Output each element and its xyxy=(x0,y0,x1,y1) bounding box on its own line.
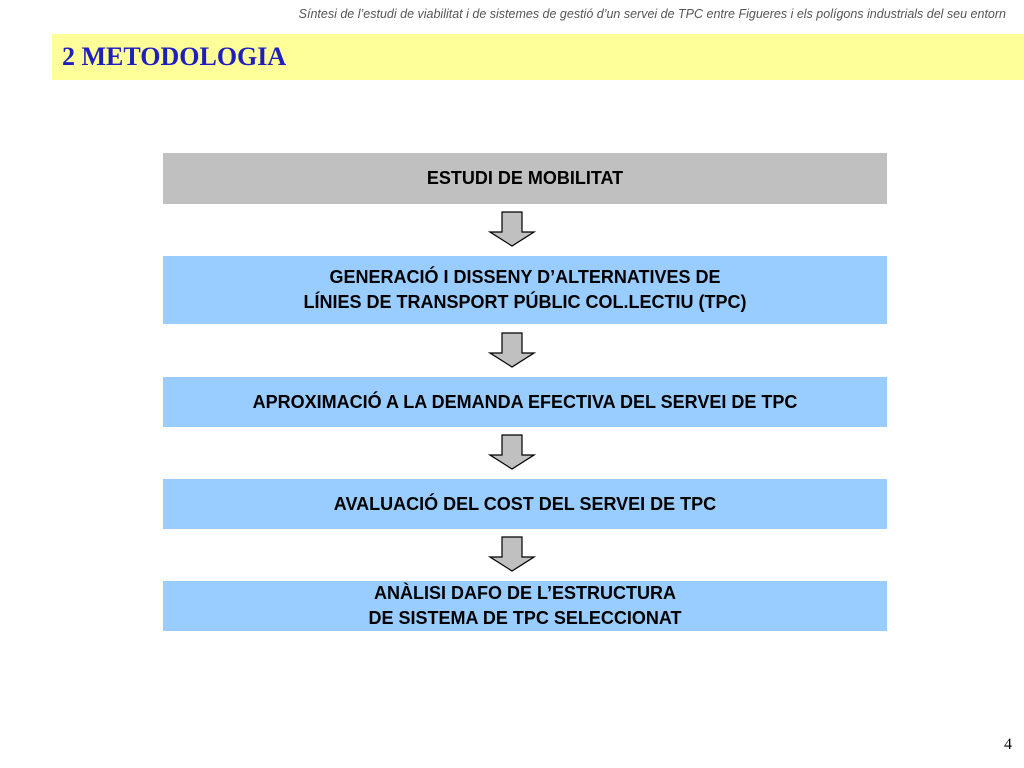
page-title: 2 METODOLOGIA xyxy=(62,42,287,71)
title-band xyxy=(52,34,1024,80)
flow-step-aproximacio-demanda xyxy=(163,377,887,427)
flow-step-label: ANÀLISI DAFO DE L’ESTRUCTURA DE SISTEMA DE TPC SELECCIONAT xyxy=(368,583,682,628)
header-subtitle: Síntesi de l’estudi de viabilitat i de sistemes de gestió d’un servei de TPC entre Figueres i els polígons industrials del seu entorn xyxy=(298,7,1006,21)
down-arrow-icon xyxy=(488,211,536,247)
down-arrow-icon xyxy=(488,434,536,470)
down-arrow-icon xyxy=(488,536,536,572)
page-number: 4 xyxy=(1004,736,1012,753)
flow-step-avaluacio-cost xyxy=(163,479,887,529)
down-arrow-icon xyxy=(488,332,536,368)
flow-step-label: ESTUDI DE MOBILITAT xyxy=(426,168,624,188)
flow-step-generacio-alternatives xyxy=(163,256,887,324)
flow-step-label: AVALUACIÓ DEL COST DEL SERVEI DE TPC xyxy=(333,493,717,514)
flow-step-estudi-mobilitat xyxy=(163,153,887,204)
flow-step-analisi-dafo xyxy=(163,581,887,631)
flow-step-label: APROXIMACIÓ A LA DEMANDA EFECTIVA DEL SERVEI DE TPC xyxy=(252,391,798,412)
flow-step-label: GENERACIÓ I DISSENY D’ALTERNATIVES DE LÍNIES DE TRANSPORT PÚBLIC COL.LECTIU (TPC) xyxy=(303,267,747,312)
